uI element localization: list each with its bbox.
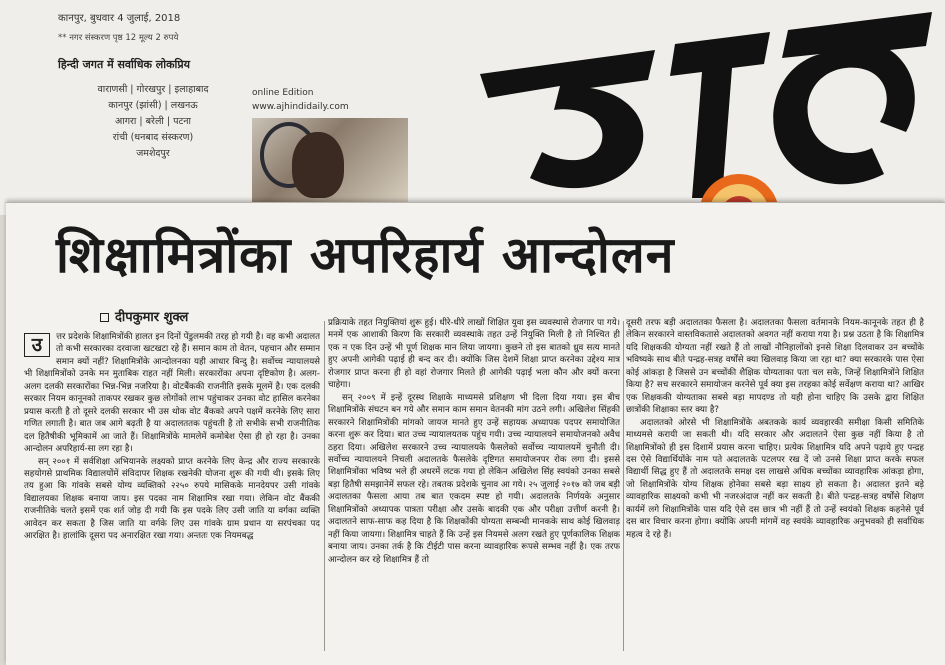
- paragraph: अदालतको ओरसे भी शिक्षामित्रोंके अबतकके कार्य व्यवहारकी समीक्षा किसी समितिके माध्यमसे करायी जा सकती थी। यदि सरकार और अदालतने ऐसा कुछ नहीं किया है तो शिक्षामित्रोंको ही इस दिशामें प्रयास करना चाहिए। प्रत्येक शिक्षामित्र यदि अपने पढ़ाये हुए पन्द्रह दस ऐसे विद्यार्थियोंके नाम पते अदालतके पटलपर रख दें जो उनसे शिक्षा प्राप्त करके सफल विद्यार्थी सिद्ध हुए हैं तो अदालतके समक्ष दस लाखसे अधिक बच्चोंका व्यावहारिक आंकड़ा होगा, जो शिक्षामित्रोंके योग्य शिक्षक होनेका सबसे बड़ा साक्ष्य हो सकता है। अदालत इतने बड़े व्यावहारिक साक्ष्यको कभी भी नजरअंदाज नहीं कर सकती है। बीते पन्द्रह-सत्रह वर्षोंसे शिक्षण कार्यमें लगे शिक्षामित्रोंके पास यदि ऐसे दस छात्र भी नहीं हैं तो उन्हें स्वयंको शिक्षक कहनेसे पूर्व दस बार विचार करना होगा। क्योंकि अपनी मांगमें वह स्वयंके व्यावहारिक अनुभवको ही सर्वाधिक महत्व दे रहे हैं।: [626, 417, 924, 540]
- city-line: कानपुर (झांसी) | लखनऊ: [108, 100, 198, 111]
- online-edition-label: online Edition: [252, 88, 314, 98]
- city-line: जमशेदपुर: [136, 148, 170, 159]
- paragraph: प्रक्रियाके तहत नियुक्तियां शुरू हुई। धीरे-धीरे लाखों शिक्षित युवा इस व्यवस्थासे रोजगार पा गये। मनमें एक आशाकी किरण कि सरकारी व्यवस्थाके तहत उन्हें नियुक्ति मिली है तो निश्चित ही एक न एक दिन उन्हें भी पूर्ण शिक्षक मान लिया जायगा। कुछने तो इस बातको ध्रुव सत्य मानते हुए अपनी आगेकी पढ़ाई ही बन्द कर दी। क्योंकि जिस देशमें शिक्षा प्राप्त करनेका उद्देश्य मात्र रोजगार प्राप्त करना ही हो वहां रोजगार मिलते ही आगेकी पढ़ाई भला कौन और क्यों करना चाहेगा।: [328, 318, 620, 391]
- article-headline: शिक्षामित्रोंका अपरिहार्य आन्दोलन: [56, 226, 675, 284]
- masthead-info: [58, 10, 248, 162]
- tagline: हिन्दी जगत में सर्वाधिक लोकप्रिय: [58, 58, 191, 71]
- player-head-shape: [292, 132, 344, 198]
- website-url[interactable]: www.ajhindidaily.com: [252, 102, 349, 112]
- column-divider: [623, 321, 624, 651]
- city-line: वाराणसी | गोरखपुर | इलाहाबाद: [97, 84, 209, 95]
- paragraph: सन् २००१ में सर्वशिक्षा अभियानके लक्ष्यको प्राप्त करनेके लिए केन्द्र और राज्य सरकारके सहयोगसे प्राथमिक विद्यालयोंमें संविदापर शिक्षक रखनेकी योजना शुरू की गयी थी। इसके लिए तय हुआ कि गांवके सबसे योग्य व्यक्तिको २२५० रुपये मासिकके मानदेयपर उसी गांवके विद्यालयका शिक्षक बनाया जाय। इस पदका नाम शिक्षामित्र रखा गया। लेकिन वोट बैंककी राजनीतिके चलते इसमें एक शर्त जोड़ दी गयी कि इस पदके लिए उसी जाति या वर्गका व्यक्ति आवेदन कर सकता है जिस जाति या वर्गके लिए उस गांवके ग्राम प्रधान या सरपंचका पद आरक्षित है। हालांकि दूसरा पद अनारक्षित रखा गया। अन्ततः एक नियमबद्ध: [24, 456, 320, 542]
- article-column-2: [328, 317, 620, 662]
- masthead: [0, 0, 945, 215]
- edition-cities: [58, 82, 248, 162]
- tennis-player-photo: [252, 118, 408, 206]
- article-body: [6, 317, 945, 665]
- article-column-3: [626, 317, 924, 662]
- online-edition: [252, 86, 349, 114]
- paragraph: त्तर प्रदेशके शिक्षामित्रोंकी हालत इन दिनों पेंडुलमकी तरह हो गयी है। वह कभी अदालत तो कभी सरकारका दरवाजा खटखटा रहे हैं। समान काम तो वेतन, पहचान और सम्मान समान क्यों नहीं? शिक्षामित्रोंके आन्दोलनका यही आधार बिन्दु है। सर्वोच्च न्यायालयसे भी शिक्षामित्रोंको उनके मन मुताबिक राहत नहीं मिली। सरकारोंका अपना दृष्टिकोण है। अलग-अलग दलकी सरकारोंका भिन्न-भिन्न नजरिया है। वोटबैंककी राजनीति इसके मूलमें है। एक दलकी सरकार नियम कानूनको ताकपर रखकर कुछ लोगोंको लाभ पहुंचाकर उनका वोट हासिल करनेका प्रयास करती है तो दूसरे दलकी सरकार भी उस थोक वोट बैंकको अपने पक्षमें करनेके लिए सारा गणित लगाती है। बात जब आगे बढ़ती है या अदालततक पहुंचती है तो सभीके सभी राजनीतिक दल हितैषीकी भूमिकामें आ जाते हैं। शिक्षामित्रोंके मामलेमें कमोबेश ऐसा ही हो रहा है। उनका आन्दोलन अपरिहार्य-सा लग रहा है।: [24, 332, 320, 455]
- paragraph: सन् २००९ में इन्हें दूरस्थ शिक्षाके माध्यमसे प्रशिक्षण भी दिला दिया गया। इस बीच शिक्षामित्रोंके संघटन बन गये और समान काम समान वेतनकी मांग उठने लगी। अखिलेश सिंहकी सरकारने शिक्षामित्रोंकी मांगको जायज मानते हुए उन्हें सहायक अध्यापक पदपर समायोजित करना शुरू कर दिया। बात उच्च न्यायालयतक पहुंच गयी। उच्च न्यायालयने समायोजनको अवैध ठहरा दिया। अखिलेश सरकारने उच्च न्यायालयके फैसलेको सर्वोच्च न्यायालयमें चुनौती दी। सर्वोच्च न्यायालयने निचली अदालतके फैसलेके दृष्टिगत समायोजनपर रोक लगा दी। इससे शिक्षामित्रोंका भविष्य भले ही अधरमें लटक गया हो लेकिन अखिलेश सिंह स्वयंको उनका सबसे बड़ा हितैषी समझानेमें सफल रहे। तबतक प्रदेशके चुनाव आ गये। २५ जुलाई २०१७ को जब बड़ी अदालतका फैसला आया तब बात एकदम स्पष्ट हो गयी। अदालतके निर्णयके अनुसार शिक्षामित्रोंको अध्यापक पात्रता परीक्षा और उसके बादकी एक और परीक्षा उत्तीर्ण करनी है। अदालतने साफ-साफ कह दिया है कि शिक्षकोंकी योग्यता सम्बन्धी मानकके साथ कोई खिलवाड़ नहीं किया जायगा। शिक्षामित्र चाहते हैं कि उन्हें इस नियमसे अलग रखते हुए पूर्णकालिक शिक्षक बनाया जाय। उनका तर्क है कि टीईटी पास करना व्यावहारिक रूपसे सम्भव नहीं है। एक तरफ आन्दोलन कर रहे शिक्षामित्र हैं तो: [328, 392, 620, 565]
- author-name: दीपकुमार शुक्ल: [115, 310, 189, 325]
- city-line: रांची (धनबाद संस्करण): [112, 132, 194, 143]
- city-line: आगरा | बरेली | पटना: [114, 116, 191, 127]
- article-clipping: [6, 202, 945, 665]
- column-divider: [324, 321, 325, 651]
- dateline: कानपुर, बुधवार 4 जुलाई, 2018: [58, 13, 181, 24]
- paragraph: दूसरी तरफ बड़ी अदालतका फैसला है। अदालतका फैसला वर्तमानके नियम-कानूनके तहत ही है लेकिन सरकारने वास्तविकतासे अदालतको अवगत नहीं कराया गया है। प्रश्न उठता है कि शिक्षामित्र यदि शिक्षककी योग्यता नहीं रखते हैं तो लाखों नौनिहालोंको इनसे शिक्षा दिलवाकर उन बच्चोंके भविष्यके साथ बीते पन्द्रह-सत्रह वर्षोंसे क्या खिलवाड़ किया जा रहा था? क्या सरकारके पास ऐसा कोई आंकड़ा है जिससे उन बच्चोंकी शैक्षिक योग्यताका पता चल सके, जिन्हें शिक्षामित्रोंने शिक्षित किया है? सच सरकारने समायोजन करनेसे पूर्व क्या इस तरहका कोई सर्वेक्षण कराया था? आखिर एक शिक्षककी योग्यताका सबसे बड़ा मापदण्ड तो यही होना चाहिए कि उसके द्वारा शिक्षित छात्रोंकी शिक्षाका स्तर क्या है?: [626, 318, 924, 416]
- edition-note: ** नगर संस्करण पृष्ठ 12 मूल्य 2 रुपये: [58, 33, 179, 43]
- drop-cap: उ: [24, 333, 50, 357]
- article-column-1: [24, 331, 320, 665]
